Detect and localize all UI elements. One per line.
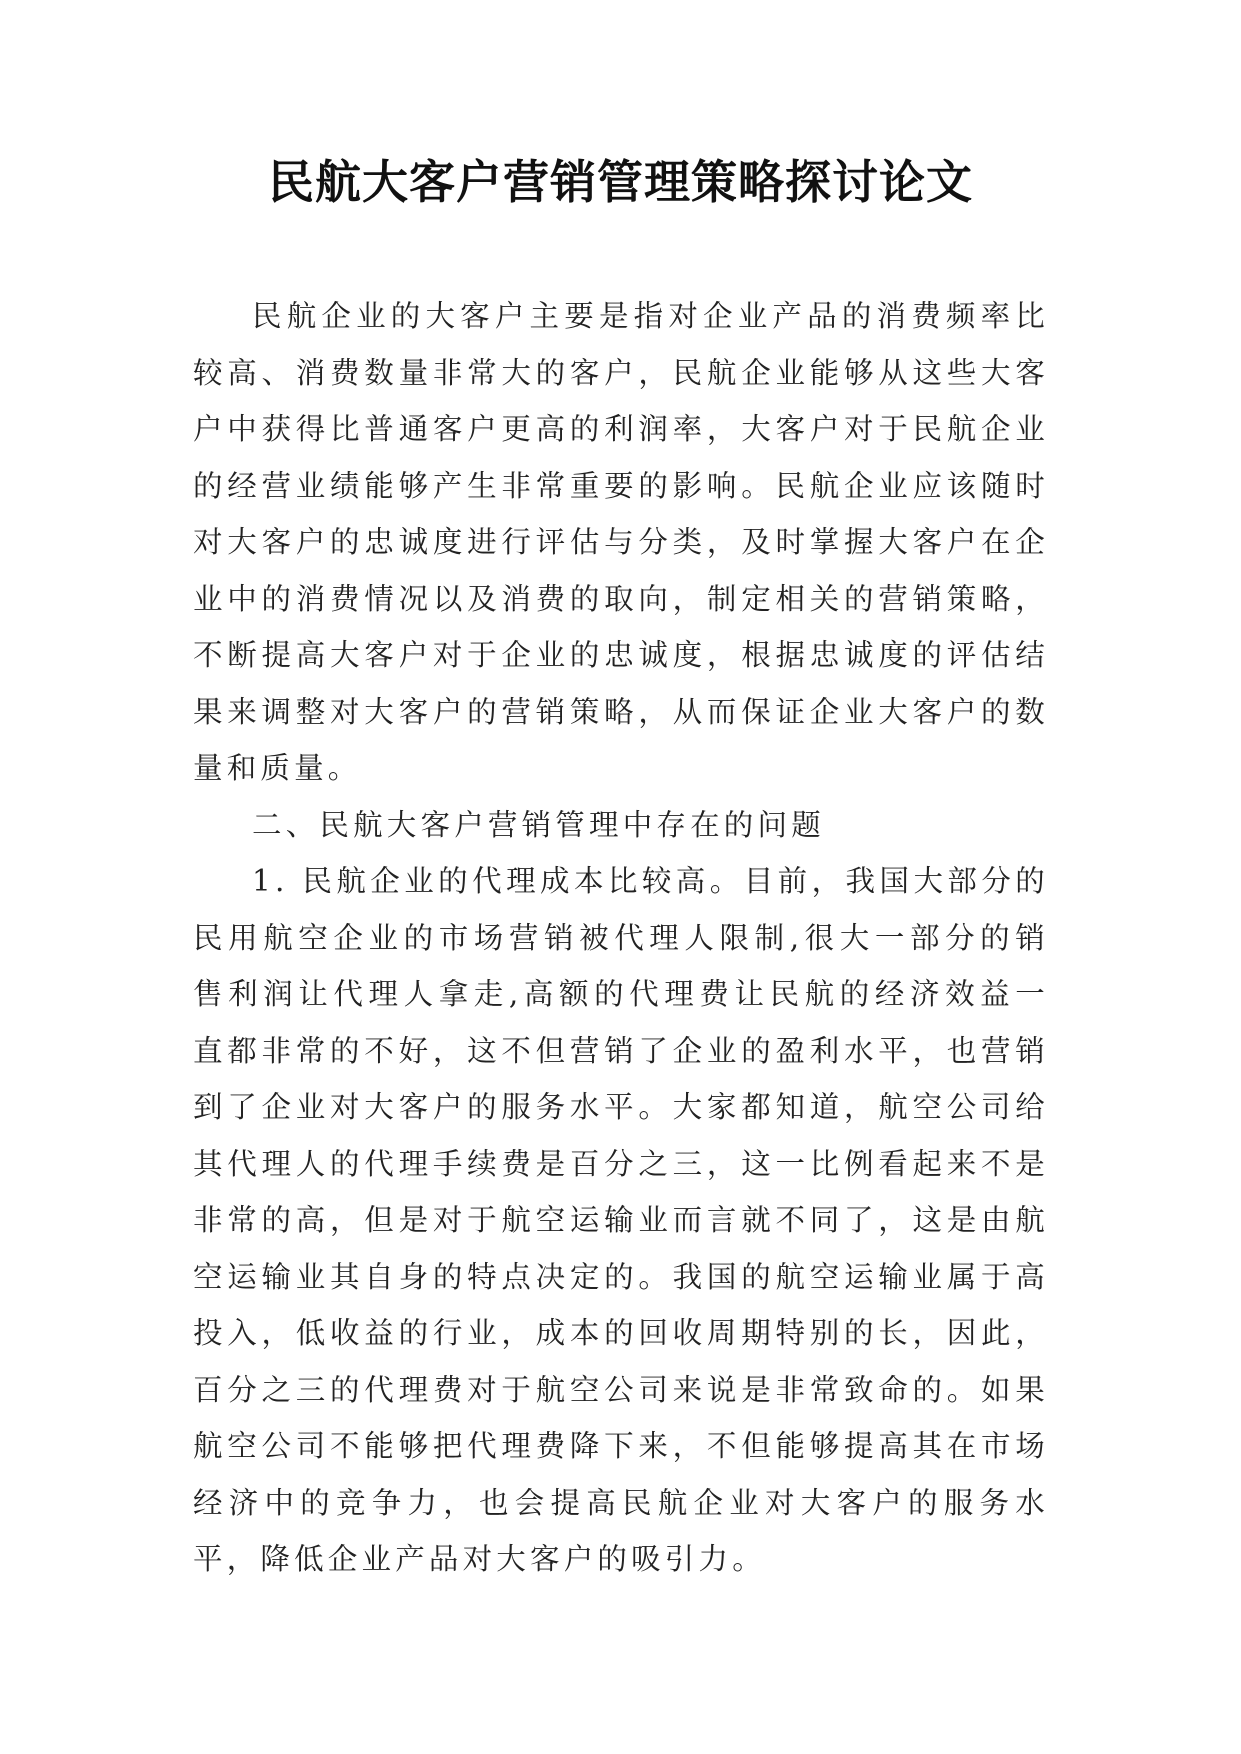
document-body bbox=[193, 288, 1049, 1588]
paragraph-agency-cost: 1. 民航企业的代理成本比较高。目前，我国大部分的民用航空企业的市场营销被代理人限制,很大一部分的销售利润让代理人拿走,高额的代理费让民航的经济效益一直都非常的不好，这不但营销了企业的盈利水平，也营销到了企业对大客户的服务水平。大家都知道，航空公司给其代理人的代理手续费是百分之三，这一比例看起来不是非常的高，但是对于航空运输业而言就不同了，这是由航空运输业其自身的特点决定的。我国的航空运输业属于高投入，低收益的行业，成本的回收周期特别的长，因此，百分之三的代理费对于航空公司来说是非常致命的。如果航空公司不能够把代理费降下来，不但能够提高其在市场经济中的竞争力，也会提高民航企业对大客户的服务水平，降低企业产品对大客户的吸引力。 bbox=[193, 864, 1049, 1576]
section-heading: 二、民航大客户营销管理中存在的问题 bbox=[252, 807, 825, 842]
paragraph-intro: 民航企业的大客户主要是指对企业产品的消费频率比较高、消费数量非常大的客户，民航企业能够从这些大客户中获得比普通客户更高的利润率，大客户对于民航企业的经营业绩能够产生非常重要的影响。民航企业应该随时对大客户的忠诚度进行评估与分类，及时掌握大客户在企业中的消费情况以及消费的取向，制定相关的营销策略，不断提高大客户对于企业的忠诚度，根据忠诚度的评估结果来调整对大客户的营销策略，从而保证企业大客户的数量和质量。 bbox=[193, 299, 1049, 785]
document-title: 民航大客户营销管理策略探讨论文 bbox=[268, 155, 973, 209]
